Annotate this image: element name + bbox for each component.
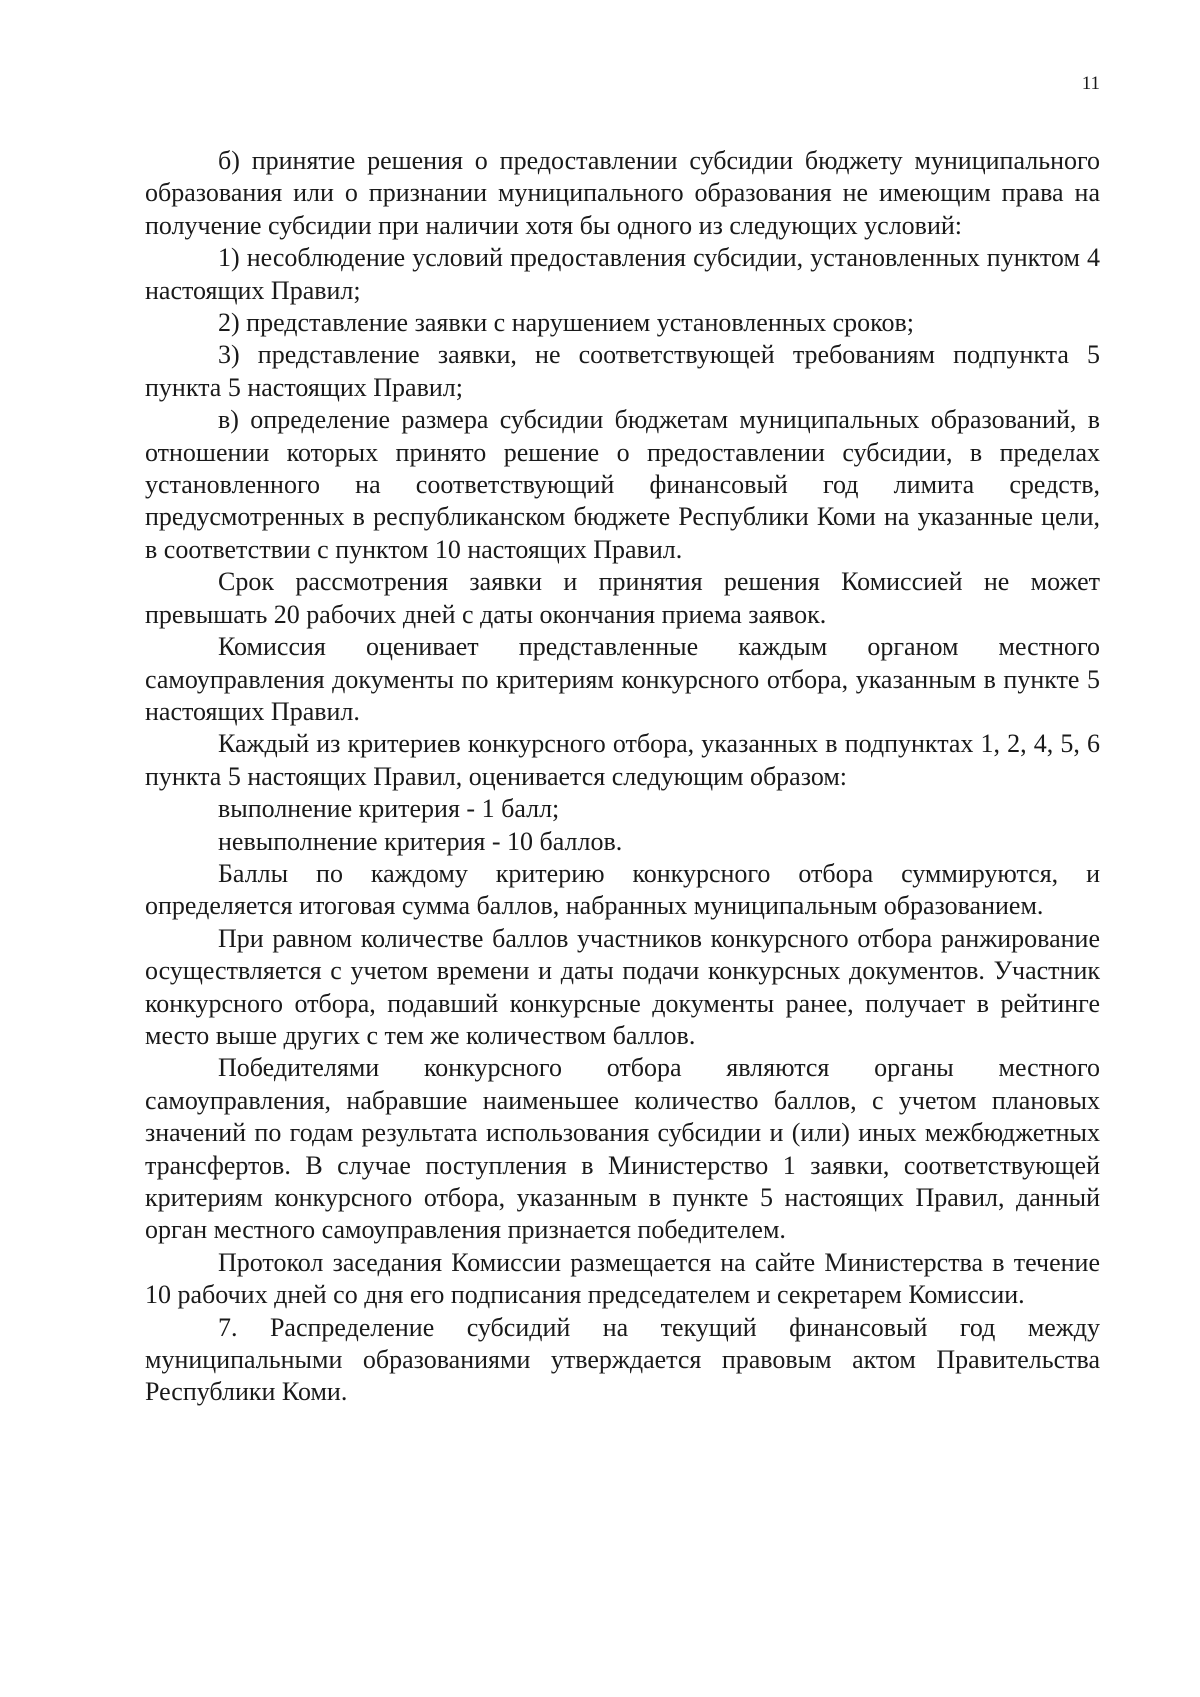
paragraph-criterion-not-met: невыполнение критерия - 10 баллов. <box>218 826 623 856</box>
paragraph-commission-evaluation: Комиссия оценивает представленные каждым органом местного самоуправления документы по критериям конкурсного отбора, указанным в пункте 5 настоящих Правил. <box>145 632 1100 726</box>
paragraph-protocol: Протокол заседания Комиссии размещается на сайте Министерства в течение 10 рабочих дней со дня его подписания председателем и секретарем Комиссии. <box>145 1247 1100 1310</box>
paragraph-winners: Победителями конкурсного отбора являются органы местного самоуправления, набравшие наименьшее количество баллов, с учетом плановых значений по годам результата использования субсидии и (или) иных межбюджетных трансфертов. В случае поступления в Министерство 1 заявки, соответствующей критериям конкурсного отбора, указанным в пункте 5 настоящих Правил, данный орган местного самоуправления признается победителем. <box>145 1053 1100 1245</box>
paragraph-criteria-scoring: Каждый из критериев конкурсного отбора, указанных в подпунктах 1, 2, 4, 5, 6 пункта 5 настоящих Правил, оценивается следующим образом: <box>145 729 1100 791</box>
paragraph-condition-3: 3) представление заявки, не соответствующей требованиям подпункта 5 пункта 5 настоящих Правил; <box>145 340 1100 402</box>
document-body <box>145 145 1100 1409</box>
paragraph-v-subsidy-size: в) определение размера субсидии бюджетам муниципальных образований, в отношении которых принято решение о предоставлении субсидии, в пределах установленного на соответствующий финансовый год лимита средств, предусмотренных в республиканском бюджете Республики Коми на указанные цели, в соответствии с пунктом 10 настоящих Правил. <box>145 405 1100 564</box>
paragraph-points-sum: Баллы по каждому критерию конкурсного отбора суммируются, и определяется итоговая сумма баллов, набранных муниципальным образованием. <box>145 858 1100 921</box>
paragraph-condition-2: 2) представление заявки с нарушением установленных сроков; <box>218 308 914 338</box>
paragraph-criterion-met: выполнение критерия - 1 балл; <box>218 794 560 824</box>
paragraph-equal-points: При равном количестве баллов участников конкурсного отбора ранжирование осуществляется с учетом времени и даты подачи конкурсных документов. Участник конкурсного отбора, подавший конкурсные документы ранее, получает в рейтинге место выше других с тем же количеством баллов. <box>145 923 1100 1050</box>
paragraph-7-distribution: 7. Распределение субсидий на текущий финансовый год между муниципальными образованиями утверждается правовым актом Правительства Республики Коми. <box>145 1312 1100 1407</box>
paragraph-review-term: Срок рассмотрения заявки и принятия решения Комиссией не может превышать 20 рабочих дней с даты окончания приема заявок. <box>145 567 1100 629</box>
page-number: 11 <box>1081 73 1100 94</box>
paragraph-b-decision: б) принятие решения о предоставлении субсидии бюджету муниципального образования или о признании муниципального образования не имеющим права на получение субсидии при наличии хотя бы одного из следующих условий: <box>145 146 1100 240</box>
paragraph-condition-1: 1) несоблюдение условий предоставления субсидии, установленных пунктом 4 настоящих Правил; <box>145 243 1100 305</box>
